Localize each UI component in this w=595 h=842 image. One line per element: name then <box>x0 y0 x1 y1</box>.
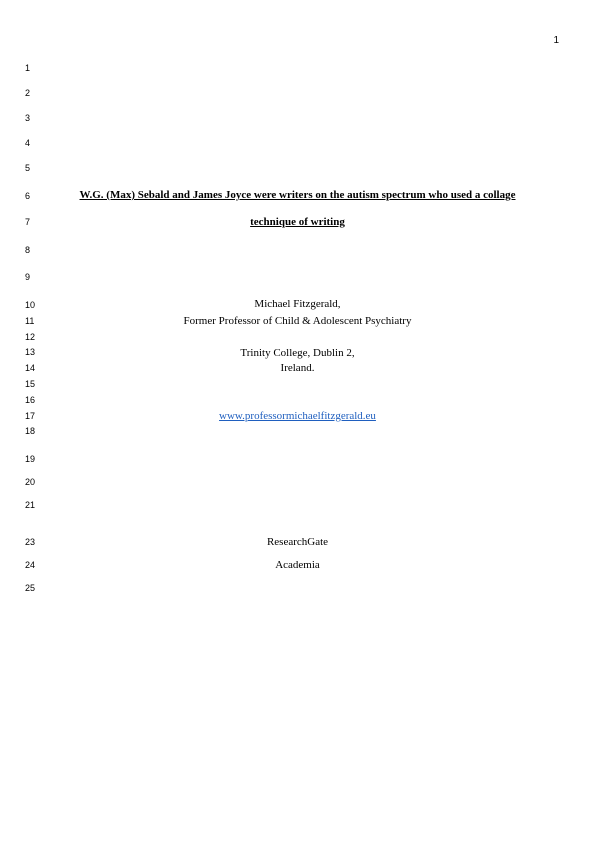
line-number: 10 <box>25 300 36 310</box>
line-number: 1 <box>25 63 31 73</box>
line-number: 17 <box>25 411 36 421</box>
line-number: 8 <box>25 245 31 255</box>
line-number: 25 <box>25 583 36 593</box>
platform-researchgate: ResearchGate <box>266 536 329 548</box>
line-number: 7 <box>25 217 31 227</box>
author-name: Michael Fitzgerald, <box>254 298 341 310</box>
line-number: 12 <box>25 332 36 342</box>
author-institution: Trinity College, Dublin 2, <box>240 347 355 359</box>
line-number: 6 <box>25 191 31 201</box>
line-number: 11 <box>25 316 35 326</box>
website-link[interactable] <box>0 409 595 423</box>
line-number: 23 <box>25 537 36 547</box>
platform-academia: Academia <box>275 559 320 571</box>
author-position: Former Professor of Child & Adolescent Psychiatry <box>183 315 412 327</box>
page-number: 1 <box>553 35 559 46</box>
line-number: 5 <box>25 163 31 173</box>
line-number: 4 <box>25 138 31 148</box>
line-number: 13 <box>25 347 36 357</box>
line-number: 16 <box>25 395 36 405</box>
line-number: 14 <box>25 363 36 373</box>
author-country: Ireland. <box>280 362 315 374</box>
line-number: 9 <box>25 272 31 282</box>
title-line-1: W.G. (Max) Sebald and James Joyce were writers on the autism spectrum who used a collage <box>79 189 516 201</box>
title-line-2: technique of writing <box>250 216 345 228</box>
line-number: 21 <box>25 500 36 510</box>
line-number: 18 <box>25 426 36 436</box>
line-number: 2 <box>25 88 31 98</box>
website-link-text[interactable]: www.professormichaelfitzgerald.eu <box>219 410 376 422</box>
line-number: 19 <box>25 454 36 464</box>
line-number: 20 <box>25 477 36 487</box>
line-number: 15 <box>25 379 36 389</box>
line-number: 3 <box>25 113 31 123</box>
line-number: 24 <box>25 560 36 570</box>
